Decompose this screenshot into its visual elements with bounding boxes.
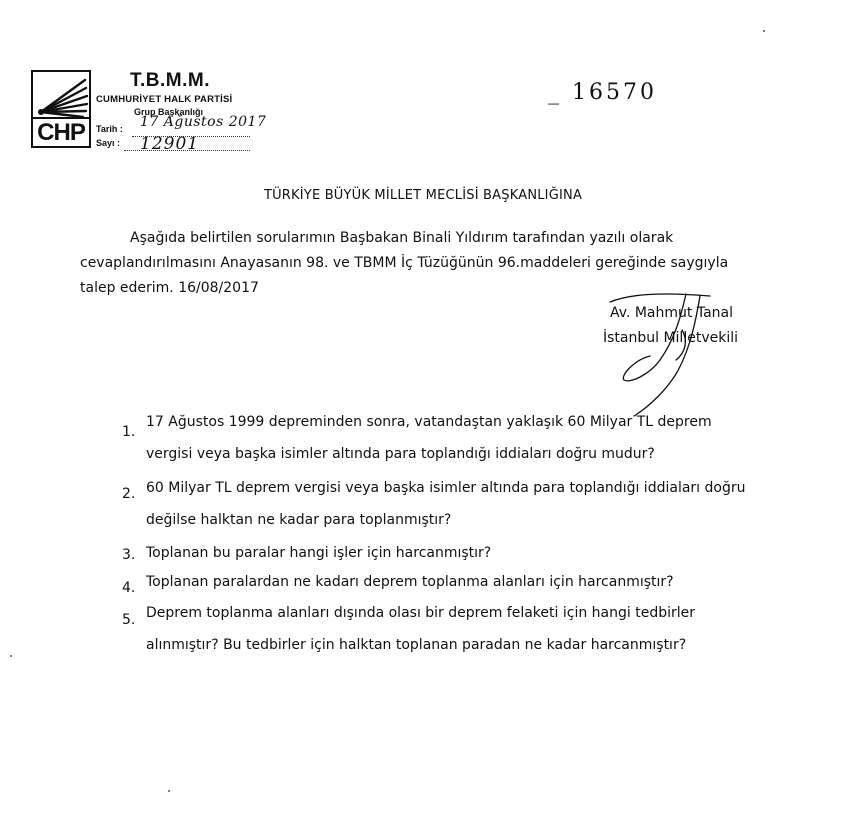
party-name: CUMHURİYET HALK PARTİSİ [96,94,233,105]
question-line: değilse halktan ne kadar para toplanmıştır? [146,512,452,528]
signatory-name: Av. Mahmut Tanal [610,305,733,321]
tarih-label: Tarih : [96,124,123,134]
question-line: vergisi veya başka isimler altında para toplandığı iddiaları doğru mudur? [146,446,655,462]
signatory-title: İstanbul Milletvekili [603,330,738,346]
scan-speck [168,790,170,792]
intro-line: talep ederim. 16/08/2017 [80,280,259,296]
question-number: 3. [122,547,136,563]
question-line: Toplanan paralardan ne kadarı deprem toplanma alanları için harcanmıştır? [146,574,674,590]
question-number: 4. [122,580,136,596]
sayi-handwritten-value: 12901 [140,134,200,154]
question-line: 60 Milyar TL deprem vergisi veya başka isimler altında para toplandığı iddiaları doğru [146,480,746,496]
scan-speck [763,30,765,32]
intro-line: cevaplandırılmasını Anayasanın 98. ve TBMM İç Tüzüğünün 96.maddeleri gereğinde saygıyla [80,255,729,271]
page-heading: TÜRKİYE BÜYÜK MİLLET MECLİSİ BAŞKANLIĞINA [263,188,583,203]
chp-logo [31,70,91,148]
chp-six-arrows-icon [35,74,89,120]
intro-line: Aşağıda belirtilen sorularımın Başbakan Binali Yıldırım tarafından yazılı olarak [130,230,674,246]
question-line: 17 Ağustos 1999 depreminden sonra, vatandaştan yaklaşık 60 Milyar TL deprem [146,414,712,430]
group-office: Grup Başkanlığı [134,107,204,117]
question-line: alınmıştır? Bu tedbirler için halktan toplanan paradan ne kadar harcanmıştır? [146,637,687,653]
question-number: 5. [122,612,136,628]
question-line: Deprem toplanma alanları dışında olası bir deprem felaketi için hangi tedbirler [146,605,695,621]
tarih-stamp-value: 17 Ağustos 2017 [140,114,267,130]
registration-number: _ 16570 [548,80,657,105]
org-title: T.B.M.M. [130,70,210,91]
question-number: 2. [122,486,136,502]
question-number: 1. [122,424,136,440]
logo-text: CHP [33,117,89,146]
scan-speck [10,655,12,657]
question-line: Toplanan bu paralar hangi işler için harcanmıştır? [146,545,492,561]
sayi-label: Sayı : [96,138,121,148]
